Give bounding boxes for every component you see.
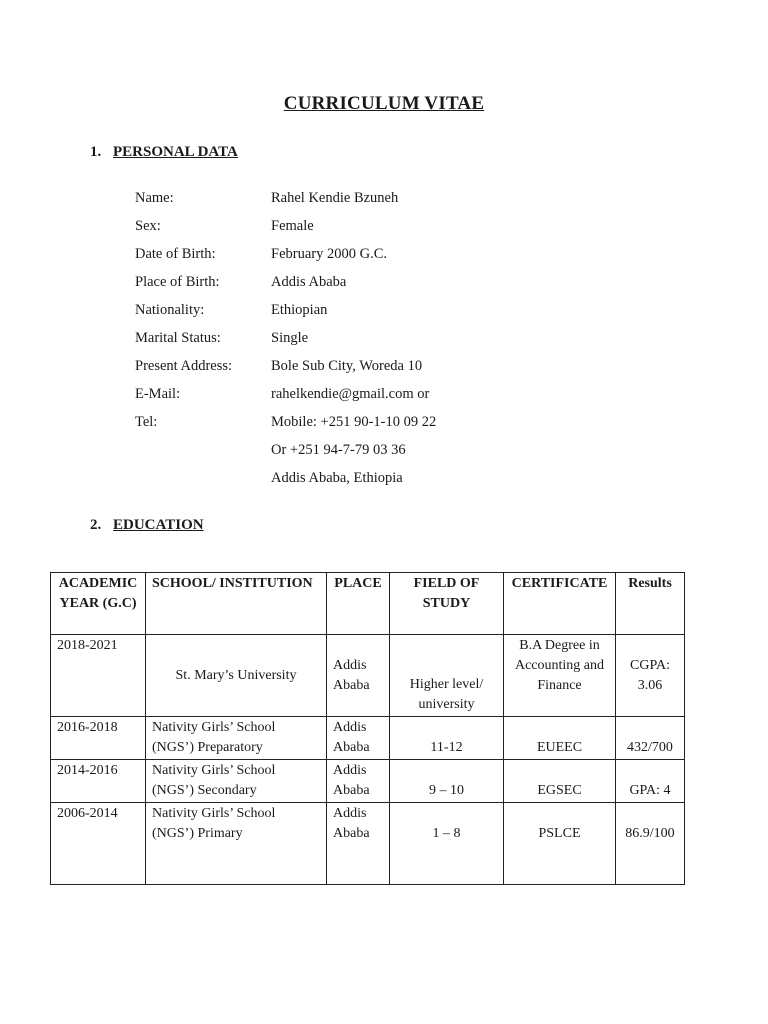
email-value: rahelkendie@gmail.com or — [271, 386, 430, 402]
cell-result: 432/700 — [616, 717, 685, 760]
cell-school: Nativity Girls’ School (NGS’) Preparatory — [146, 717, 327, 760]
cell-school: Nativity Girls’ School (NGS’) Primary — [146, 803, 327, 885]
cell-result: CGPA: 3.06 — [616, 635, 685, 717]
cell-field: 9 – 10 — [390, 760, 504, 803]
cell-certificate: PSLCE — [504, 803, 616, 885]
education-table — [50, 572, 685, 885]
cell-field: 1 – 8 — [390, 803, 504, 885]
field-value: Single — [271, 330, 309, 346]
field-value: Bole Sub City, Woreda 10 — [271, 358, 423, 374]
education-heading — [90, 517, 204, 534]
field-label: Place of Birth: — [135, 274, 220, 290]
cell-field: Higher level/ university — [390, 635, 504, 717]
cell-certificate: EUEEC — [504, 717, 616, 760]
table-row — [51, 760, 685, 803]
table-header-row — [51, 573, 685, 635]
personal-data-heading — [90, 144, 238, 161]
phone-value: Or +251 94-7-79 03 36 — [271, 442, 406, 458]
table-row — [51, 635, 685, 717]
header-field-of-study: FIELD OF STUDY — [390, 573, 504, 635]
cell-place: Addis Ababa — [327, 635, 390, 717]
cell-school: Nativity Girls’ School (NGS’) Secondary — [146, 760, 327, 803]
field-label: E-Mail: — [135, 386, 181, 402]
cell-place: Addis Ababa — [327, 803, 390, 885]
field-label: Nationality: — [135, 302, 205, 318]
field-label: Marital Status: — [135, 330, 221, 346]
field-value: February 2000 G.C. — [271, 246, 387, 262]
header-results: Results — [616, 573, 685, 635]
header-place: PLACE — [327, 573, 390, 635]
cell-year: 2018-2021 — [51, 635, 146, 717]
cell-year: 2016-2018 — [51, 717, 146, 760]
cell-place: Addis Ababa — [327, 760, 390, 803]
section-number: 1. — [90, 144, 102, 160]
table-row — [51, 717, 685, 760]
section-number: 2. — [90, 517, 102, 533]
field-value: Addis Ababa, Ethiopia — [271, 470, 403, 486]
field-value: Ethiopian — [271, 302, 328, 318]
cell-place: Addis Ababa — [327, 717, 390, 760]
cell-year: 2006-2014 — [51, 803, 146, 885]
document-title: CURRICULUM VITAE — [283, 93, 485, 114]
field-value: Rahel Kendie Bzuneh — [271, 190, 399, 206]
cell-school: St. Mary’s University — [146, 635, 327, 717]
field-value: Addis Ababa — [271, 274, 347, 290]
header-academic-year: ACADEMIC YEAR (G.C) — [51, 573, 146, 635]
field-label: Name: — [135, 190, 174, 206]
cell-year: 2014-2016 — [51, 760, 146, 803]
field-value: Female — [271, 218, 314, 234]
field-label: Sex: — [135, 218, 161, 234]
section-title: EDUCATION — [113, 517, 204, 533]
table-row — [51, 803, 685, 885]
section-title: PERSONAL DATA — [113, 144, 238, 160]
field-label: Present Address: — [135, 358, 233, 374]
field-label: Date of Birth: — [135, 246, 216, 262]
phone-value: Mobile: +251 90-1-10 09 22 — [271, 414, 437, 430]
header-certificate: CERTIFICATE — [504, 573, 616, 635]
cell-result: 86.9/100 — [616, 803, 685, 885]
cell-result: GPA: 4 — [616, 760, 685, 803]
cell-certificate: B.A Degree in Accounting and Finance — [504, 635, 616, 717]
cell-certificate: EGSEC — [504, 760, 616, 803]
field-label: Tel: — [135, 414, 158, 430]
cell-field: 11-12 — [390, 717, 504, 760]
header-school: SCHOOL/ INSTITUTION — [146, 573, 327, 635]
